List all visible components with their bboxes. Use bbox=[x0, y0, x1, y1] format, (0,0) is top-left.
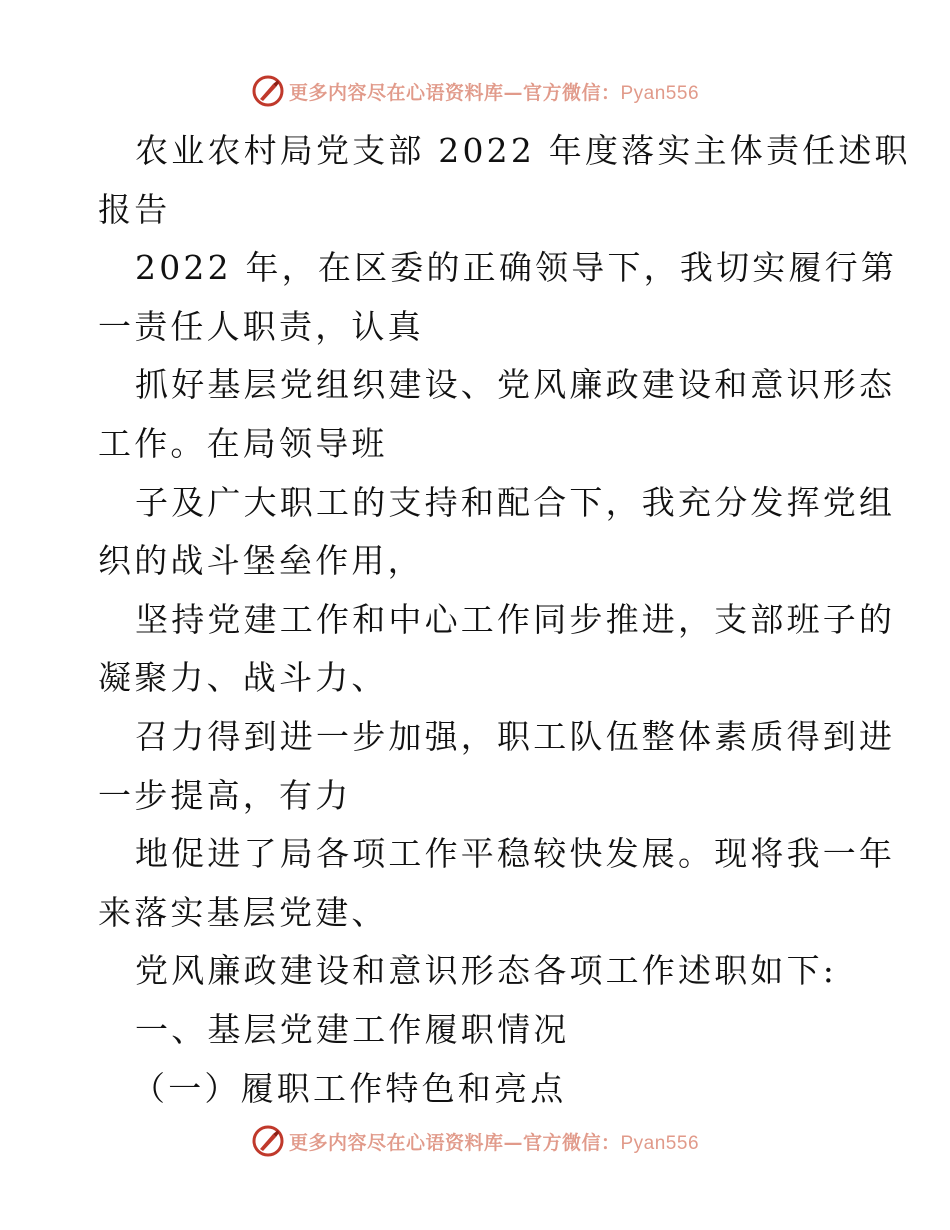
paragraph-line: 抓好基层党组织建设、党风廉政建设和意识形态 bbox=[135, 365, 896, 405]
header-watermark bbox=[0, 71, 950, 111]
paragraph-line: 子及广大职工的支持和配合下，我充分发挥党组 bbox=[135, 482, 896, 522]
paragraph-line: 一责任人职责，认真 bbox=[98, 306, 424, 346]
paragraph-line: 党风廉政建设和意识形态各项工作述职如下: bbox=[135, 951, 838, 991]
paragraph-line: 地促进了局各项工作平稳较快发展。现将我一年 bbox=[135, 834, 896, 874]
document-title-line-2: 报告 bbox=[98, 189, 171, 229]
paragraph-line: 织的战斗堡垒作用， bbox=[98, 541, 424, 581]
paragraph-line: 坚持党建工作和中心工作同步推进，支部班子的 bbox=[135, 599, 896, 639]
document-title-line-1: 农业农村局党支部 2022 年度落实主体责任述职 bbox=[135, 131, 911, 170]
quill-pen-logo-icon bbox=[251, 74, 285, 108]
paragraph-line: 来落实基层党建、 bbox=[98, 892, 388, 932]
paragraph-line: 凝聚力、战斗力、 bbox=[98, 658, 388, 698]
watermark-text: 更多内容尽在心语资料库—官方微信：Pyan556 bbox=[288, 1131, 700, 1154]
paragraph-line: 2022 年，在区委的正确领导下，我切实履行第 bbox=[135, 248, 898, 288]
paragraph-line: 一步提高，有力 bbox=[98, 775, 352, 815]
paragraph-line: 工作。在局领导班 bbox=[98, 423, 388, 463]
document-body bbox=[98, 122, 911, 1118]
subsection-heading: （一）履职工作特色和亮点 bbox=[132, 1068, 567, 1108]
quill-pen-logo-icon bbox=[251, 1124, 285, 1158]
section-heading: 一、基层党建工作履职情况 bbox=[135, 1009, 570, 1049]
watermark-text: 更多内容尽在心语资料库—官方微信：Pyan556 bbox=[288, 81, 700, 104]
paragraph-line: 召力得到进一步加强，职工队伍整体素质得到进 bbox=[135, 716, 896, 756]
footer-watermark bbox=[0, 1121, 950, 1161]
